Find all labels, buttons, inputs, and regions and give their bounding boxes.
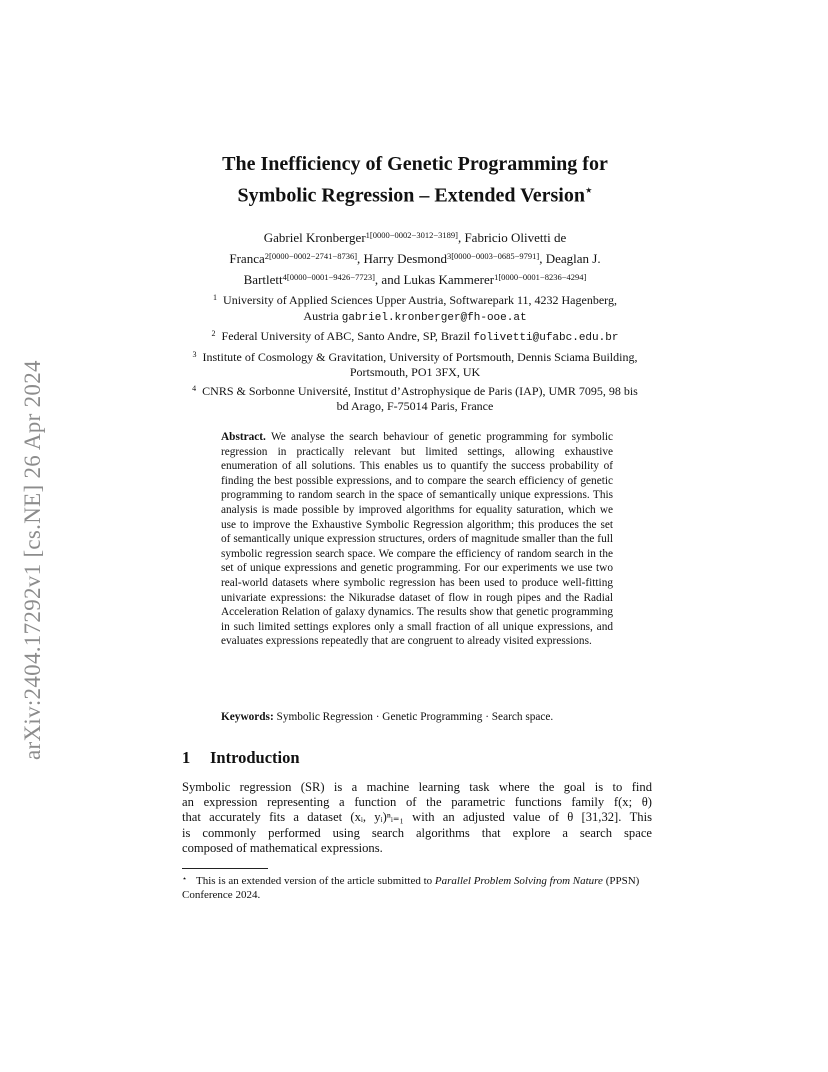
keywords-text: Symbolic Regression · Genetic Programming · Search space. [276, 711, 554, 723]
affiliation-number: 1 [213, 293, 218, 302]
title-footnote-star: ⋆ [584, 183, 593, 197]
section-number: 1 [182, 748, 191, 767]
author-name: Bartlett [243, 272, 283, 287]
footnote: ⋆ This is an extended version of the article submitted to Parallel Problem Solving from Nature (PPSN) Conference 2024. [182, 874, 640, 901]
keywords-label: Keywords: [221, 711, 274, 723]
author-name: Harry Desmond [363, 251, 447, 266]
footnote-mark: ⋆ [182, 874, 188, 883]
affiliation-number: 3 [192, 349, 197, 359]
section-title: Introduction [210, 748, 300, 767]
affiliation-number: 4 [192, 383, 197, 393]
affiliation-item: $^4$ CNRS & Sorbonne Université, Institut d’Astrophysique de Paris (IAP), UMR 7095, 98 bis bd Arago, F-75014 Paris, France [192, 383, 638, 413]
affiliation-list [182, 290, 648, 415]
title-line-2: Symbolic Regression – Extended Version⋆ [237, 183, 593, 207]
author-name: Fabricio Olivetti de [464, 230, 567, 245]
keywords [221, 710, 621, 725]
arxiv-identifier: arXiv:2404.17292v1 [cs.NE] 26 Apr 2024 [20, 360, 45, 760]
author-list: Gabriel Kronberger$^{1[0000-0002-3012-3189]}$, Fabricio Olivetti de Franca$^{2[0000-0002-2741-8736]}$, Harry Desmond$^{3[0000-0003-0685-9791]}$, Deaglan J. Bartlett$^{4[0000-0001-9426-7723]}$, and Lukas Kammerer$^{1[0000-0001-8236-4294]}$ [229, 230, 601, 287]
affiliation-item: $^2$ Federal University of ABC, Santo Andre, SP, Brazil folivetti@ufabc.edu.br [211, 329, 619, 344]
section-heading [182, 748, 300, 768]
abstract-text: We analyse the search behaviour of genetic programming for symbolic regression in practically relevant but limited settings, allowing exhaustive enumeration of all solutions. This enables us to quantify the success probability of finding the best possible expressions, and to compare the search efficiency of genetic programming to random search in the space of semantically unique expressions. This analysis is made possible by improved algorithms for equality saturation, which we use to improve the Exhaustive Symbolic Regression algorithm; this produces the set of semantically unique expression structures, orders of magnitude smaller than the full symbolic regression search space. We compare the efficiency of random search in the set of unique expressions and genetic programming. For our experiments we use two real-world datasets where symbolic regression has been used to produce well-fitting univariate expressions: the Nikuradse dataset of flow in rough pipes and the Radial Acceleration Relation of galaxy dynamics. The results show that genetic programming in such limited settings explores only a small fraction of all unique expressions, and evaluates expressions repeatedly that are congruent to already visited expressions. [221, 431, 614, 648]
paragraph-line: an expression representing a function of the parametric functions family f(x; θ) [182, 795, 652, 810]
paragraph-line: Symbolic regression (SR) is a machine learning task where the goal is to find [182, 780, 652, 794]
footnote-venue: Parallel Problem Solving from Nature [434, 875, 603, 887]
author-name: Deaglan J. [545, 251, 601, 266]
introduction-paragraph [182, 780, 652, 856]
author-orcid: 1[0000−0002−3012−3189] [365, 230, 458, 240]
affiliation-item: $^1$ University of Applied Sciences Upper Austria, Softwarepark 11, 4232 Hagenberg, Austria gabriel.kronberger@fh-ooe.at [213, 293, 617, 324]
paper-title [182, 151, 648, 209]
footnote-divider [182, 868, 268, 869]
paragraph-line: composed of mathematical expressions. [182, 840, 383, 855]
author-orcid: 2[0000−0002−2741−8736] [264, 251, 358, 261]
affiliation-email[interactable]: folivetti@ufabc.edu.br [473, 332, 619, 344]
affiliation-email[interactable]: gabriel.kronberger@fh-ooe.at [341, 311, 527, 324]
abstract [221, 430, 613, 649]
author-name: Franca [229, 251, 265, 266]
title-line-1: The Inefficiency of Genetic Programming for [222, 153, 608, 175]
paragraph-line: that accurately fits a dataset (xᵢ, yᵢ)ⁿᵢ₌₁ with an adjusted value of θ [31,32]. This [182, 810, 652, 825]
affiliation-item: $^3$ Institute of Cosmology & Gravitation, University of Portsmouth, Dennis Sciama Building, Portsmouth, PO1 3FX, UK [192, 349, 638, 379]
author-orcid: 1[0000−0001−8236−4294] [494, 272, 587, 282]
author-orcid: 4[0000−0001−9426−7723] [282, 272, 375, 282]
affiliation-number: 2 [211, 329, 216, 338]
paragraph-line: is commonly performed using search algorithms that explore a search space [182, 825, 652, 840]
abstract-label: Abstract. [221, 431, 266, 443]
author-conjunction: and [381, 272, 401, 287]
author-name: Gabriel Kronberger [263, 230, 366, 245]
author-name: Lukas Kammerer [403, 272, 495, 287]
author-orcid: 3[0000−0003−0685−9791] [446, 251, 540, 261]
